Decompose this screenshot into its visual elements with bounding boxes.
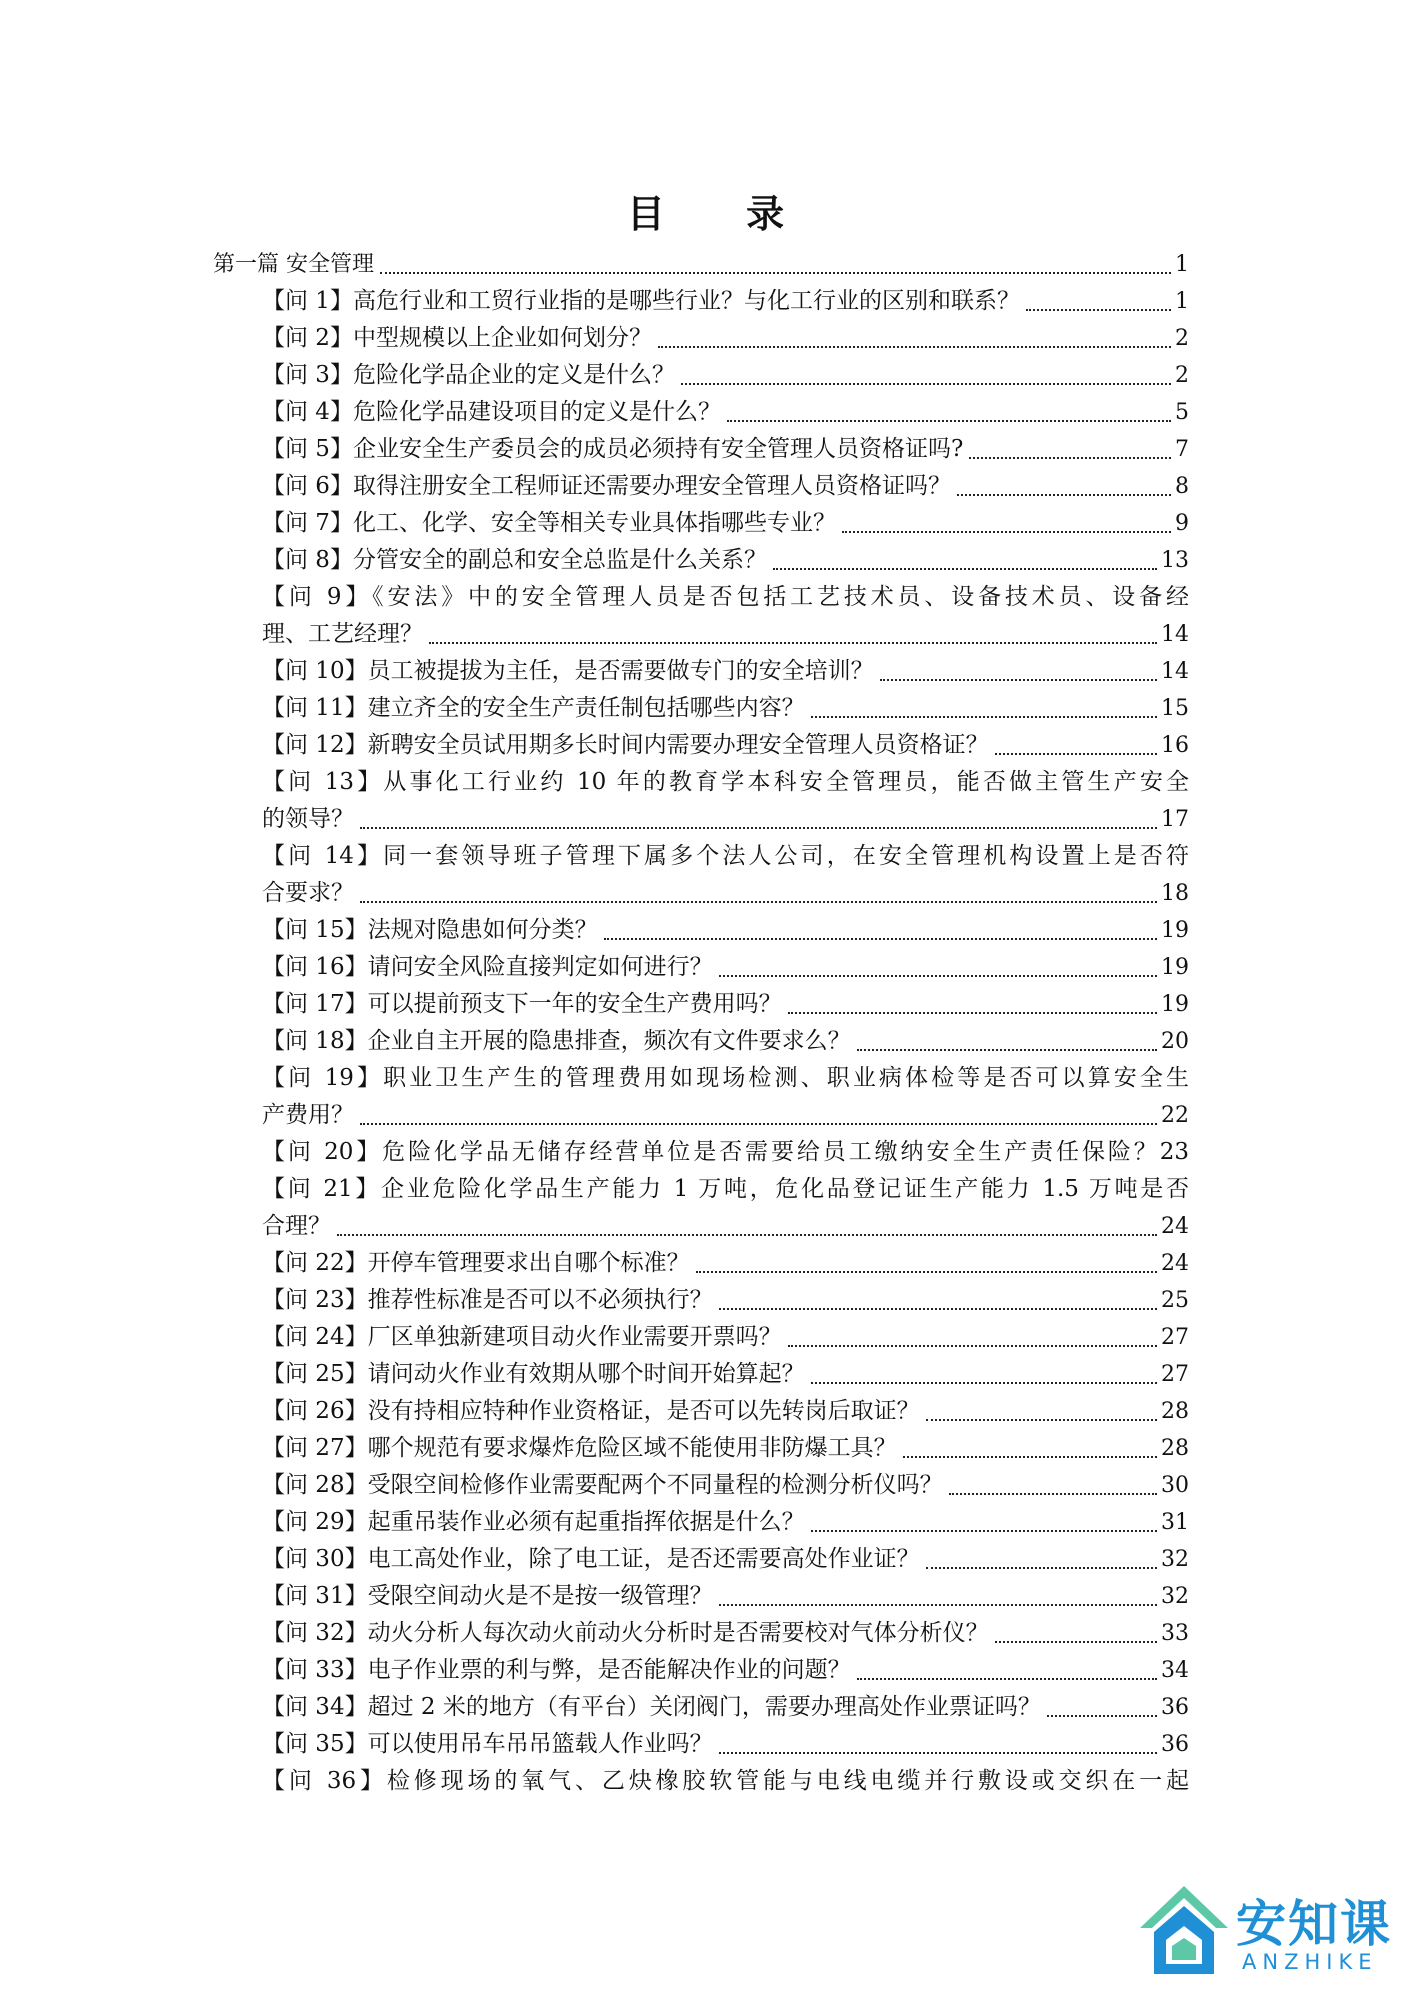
toc-entry-text: 【问 29】起重吊装作业必须有起重指挥依据是什么？ <box>262 1509 805 1535</box>
toc-leader-dots <box>788 1345 1157 1347</box>
toc-page-number: 13 <box>1161 548 1189 573</box>
toc-entry[interactable] <box>213 1097 1189 1134</box>
toc-entry-text: 【问 15】法规对隐患如何分类？ <box>262 917 598 943</box>
toc-entry-text: 【问 10】员工被提拔为主任，是否需要做专门的安全培训？ <box>262 658 874 684</box>
toc-entry[interactable] <box>213 801 1189 838</box>
toc-entry[interactable] <box>213 1652 1189 1689</box>
toc-entry[interactable] <box>213 1726 1189 1763</box>
toc-entry-text: 【问 17】可以提前预支下一年的安全生产费用吗？ <box>262 991 782 1017</box>
table-of-contents <box>213 246 1189 1800</box>
toc-page-number: 20 <box>1161 1029 1189 1054</box>
toc-page-number: 1 <box>1175 289 1189 314</box>
toc-leader-dots <box>337 1234 1157 1236</box>
toc-page-number: 27 <box>1161 1362 1189 1387</box>
toc-page-number: 36 <box>1161 1732 1189 1757</box>
toc-page-number: 19 <box>1161 992 1189 1017</box>
toc-entry[interactable] <box>213 838 1189 875</box>
toc-leader-dots <box>903 1456 1157 1458</box>
toc-entry-text: 【问 34】超过 2 米的地方（有平台）关闭阀门，需要办理高处作业票证吗？ <box>262 1694 1041 1720</box>
toc-entry[interactable] <box>213 1430 1189 1467</box>
toc-page-number: 9 <box>1175 511 1189 536</box>
toc-page-number: 5 <box>1175 400 1189 425</box>
toc-entry[interactable] <box>213 1467 1189 1504</box>
toc-entry-text: 【问 21】企业危险化学品生产能力 1 万吨，危化品登记证生产能力 1.5 万吨是否 <box>262 1176 1189 1202</box>
toc-leader-dots <box>360 1123 1157 1125</box>
toc-page-number: 24 <box>1161 1214 1189 1239</box>
toc-entry-text: 【问 28】受限空间检修作业需要配两个不同量程的检测分析仪吗？ <box>262 1472 943 1498</box>
toc-leader-dots <box>658 346 1171 348</box>
toc-leader-dots <box>681 383 1171 385</box>
toc-entry-text: 【问 23】推荐性标准是否可以不必须执行？ <box>262 1287 713 1313</box>
toc-leader-dots <box>719 1604 1157 1606</box>
toc-entry-text: 【问 33】电子作业票的利与弊，是否能解决作业的问题？ <box>262 1657 851 1683</box>
toc-page-number: 14 <box>1161 622 1189 647</box>
logo-name-en: ANZHIKE <box>1242 1950 1378 1974</box>
toc-entry[interactable] <box>213 394 1189 431</box>
toc-page-number: 18 <box>1161 881 1189 906</box>
toc-entry[interactable] <box>213 320 1189 357</box>
toc-leader-dots <box>604 938 1157 940</box>
toc-entry[interactable] <box>213 764 1189 801</box>
toc-entry-text: 【问 32】动火分析人每次动火前动火分析时是否需要校对气体分析仪？ <box>262 1620 989 1646</box>
toc-entry[interactable] <box>213 1541 1189 1578</box>
toc-page-number: 33 <box>1161 1621 1189 1646</box>
toc-leader-dots <box>949 1493 1157 1495</box>
toc-leader-dots <box>429 642 1157 644</box>
toc-entry[interactable] <box>213 1319 1189 1356</box>
toc-leader-dots <box>857 1049 1157 1051</box>
toc-entry-text: 【问 35】可以使用吊车吊吊篮载人作业吗？ <box>262 1731 713 1757</box>
toc-entry[interactable] <box>213 1245 1189 1282</box>
toc-entry-text: 【问 22】开停车管理要求出自哪个标准？ <box>262 1250 690 1276</box>
toc-entry[interactable] <box>213 949 1189 986</box>
toc-leader-dots <box>926 1567 1157 1569</box>
toc-entry[interactable] <box>213 1578 1189 1615</box>
toc-leader-dots <box>811 1382 1157 1384</box>
toc-page-number: 32 <box>1161 1584 1189 1609</box>
toc-page-number: 19 <box>1161 955 1189 980</box>
toc-leader-dots <box>719 975 1157 977</box>
toc-leader-dots <box>719 1308 1157 1310</box>
toc-leader-dots <box>360 901 1157 903</box>
toc-entry[interactable] <box>213 986 1189 1023</box>
toc-entry[interactable] <box>213 542 1189 579</box>
toc-page-number: 31 <box>1161 1510 1189 1535</box>
page-title: 目 录 <box>626 191 819 236</box>
toc-entry-text: 【问 6】取得注册安全工程师证还需要办理安全管理人员资格证吗？ <box>262 473 951 499</box>
toc-leader-dots <box>773 568 1157 570</box>
toc-entry[interactable] <box>213 1171 1189 1208</box>
toc-page-number: 7 <box>1175 437 1189 462</box>
toc-page-number: 34 <box>1161 1658 1189 1683</box>
toc-page-number: 28 <box>1161 1399 1189 1424</box>
toc-leader-dots <box>380 272 1171 274</box>
toc-entry[interactable] <box>213 912 1189 949</box>
toc-entry-text: 【问 31】受限空间动火是不是按一级管理？ <box>262 1583 713 1609</box>
toc-page-number: 25 <box>1161 1288 1189 1313</box>
toc-leader-dots <box>696 1271 1157 1273</box>
toc-entry[interactable] <box>213 1060 1189 1097</box>
toc-page-number: 30 <box>1161 1473 1189 1498</box>
toc-page-number: 22 <box>1161 1103 1189 1128</box>
toc-entry-text: 【问 11】建立齐全的安全生产责任制包括哪些内容？ <box>262 695 805 721</box>
toc-entry-text: 【问 4】危险化学品建设项目的定义是什么？ <box>262 399 721 425</box>
toc-entry[interactable] <box>213 505 1189 542</box>
toc-page-number: 28 <box>1161 1436 1189 1461</box>
toc-entry-text: 合要求？ <box>262 880 354 906</box>
toc-entry-text: 【问 5】企业安全生产委员会的成员必须持有安全管理人员资格证吗? <box>262 436 964 462</box>
toc-entry-text: 【问 2】中型规模以上企业如何划分？ <box>262 325 652 351</box>
toc-entry[interactable] <box>213 690 1189 727</box>
toc-entry-text: 【问 8】分管安全的副总和安全总监是什么关系？ <box>262 547 767 573</box>
toc-entry[interactable] <box>213 1356 1189 1393</box>
toc-entry-text: 【问 1】高危行业和工贸行业指的是哪些行业？与化工行业的区别和联系？ <box>262 288 1020 314</box>
toc-entry-text: 第一篇 安全管理 <box>213 252 374 277</box>
toc-entry-text: 【问 25】请问动火作业有效期从哪个时间开始算起？ <box>262 1361 805 1387</box>
toc-entry[interactable] <box>213 1689 1189 1726</box>
toc-page-number: 14 <box>1161 659 1189 684</box>
toc-entry-text: 【问 13】从事化工行业约 10 年的教育学本科安全管理员，能否做主管生产安全 <box>262 769 1189 795</box>
toc-entry[interactable] <box>213 1208 1189 1245</box>
toc-entry-text: 的领导？ <box>262 806 354 832</box>
toc-leader-dots <box>969 457 1171 459</box>
toc-entry-text: 产费用？ <box>262 1102 354 1128</box>
toc-entry[interactable] <box>213 357 1189 394</box>
toc-entry[interactable] <box>213 727 1189 764</box>
toc-entry[interactable] <box>213 1023 1189 1060</box>
toc-entry-text: 【问 27】哪个规范有要求爆炸危险区域不能使用非防爆工具？ <box>262 1435 897 1461</box>
anzhike-logo <box>1136 1880 1406 1988</box>
toc-entry[interactable] <box>213 1134 1189 1171</box>
house-logo-icon <box>1136 1880 1232 1980</box>
toc-leader-dots <box>1026 309 1171 311</box>
toc-part-heading[interactable] <box>213 246 1189 283</box>
toc-entry-text: 合理？ <box>262 1213 331 1239</box>
toc-page-number: 8 <box>1175 474 1189 499</box>
toc-entry[interactable] <box>213 1615 1189 1652</box>
toc-entry-text: 【问 19】职业卫生产生的管理费用如现场检测、职业病体检等是否可以算安全生 <box>262 1065 1189 1091</box>
toc-entry-text: 【问 30】电工高处作业，除了电工证，是否还需要高处作业证？ <box>262 1546 920 1572</box>
toc-entry-text: 【问 7】化工、化学、安全等相关专业具体指哪些专业？ <box>262 510 836 536</box>
toc-entry-text: 【问 20】危险化学品无储存经营单位是否需要给员工缴纳安全生产责任保险？23 <box>262 1139 1189 1165</box>
toc-entry[interactable] <box>213 468 1189 505</box>
toc-entry[interactable] <box>213 1282 1189 1319</box>
toc-leader-dots <box>360 827 1157 829</box>
toc-page-number: 16 <box>1161 733 1189 758</box>
toc-page-number: 27 <box>1161 1325 1189 1350</box>
toc-entry[interactable] <box>213 579 1189 616</box>
toc-entry[interactable] <box>213 283 1189 320</box>
toc-entry-text: 【问 9】《安法》中的安全管理人员是否包括工艺技术员、设备技术员、设备经 <box>262 584 1189 610</box>
toc-entry-text: 【问 36】检修现场的氧气、乙炔橡胶软管能与电线电缆并行敷设或交织在一起 <box>262 1768 1189 1794</box>
toc-leader-dots <box>957 494 1171 496</box>
toc-page-number: 15 <box>1161 696 1189 721</box>
toc-leader-dots <box>811 716 1157 718</box>
toc-entry[interactable] <box>213 431 1189 468</box>
toc-entry[interactable] <box>213 875 1189 912</box>
toc-page-number: 2 <box>1175 326 1189 351</box>
toc-entry-text: 【问 18】企业自主开展的隐患排查，频次有文件要求么？ <box>262 1028 851 1054</box>
toc-leader-dots <box>1047 1715 1157 1717</box>
toc-page-number: 32 <box>1161 1547 1189 1572</box>
toc-leader-dots <box>788 1012 1157 1014</box>
toc-entry[interactable] <box>213 1504 1189 1541</box>
toc-leader-dots <box>926 1419 1157 1421</box>
toc-leader-dots <box>995 753 1157 755</box>
toc-page-number: 1 <box>1175 252 1189 277</box>
toc-entry[interactable] <box>213 1393 1189 1430</box>
toc-leader-dots <box>719 1752 1157 1754</box>
toc-entry[interactable] <box>213 616 1189 653</box>
toc-entry[interactable] <box>213 1763 1189 1800</box>
toc-leader-dots <box>727 420 1171 422</box>
toc-entry-text: 【问 26】没有持相应特种作业资格证，是否可以先转岗后取证？ <box>262 1398 920 1424</box>
toc-entry-text: 理、工艺经理？ <box>262 621 423 647</box>
toc-page-number: 24 <box>1161 1251 1189 1276</box>
toc-page-number: 19 <box>1161 918 1189 943</box>
toc-page-number: 17 <box>1161 807 1189 832</box>
logo-name-cn: 安知课 <box>1236 1895 1392 1953</box>
toc-leader-dots <box>811 1530 1157 1532</box>
toc-entry-text: 【问 3】危险化学品企业的定义是什么？ <box>262 362 675 388</box>
toc-leader-dots <box>842 531 1171 533</box>
toc-entry-text: 【问 12】新聘安全员试用期多长时间内需要办理安全管理人员资格证？ <box>262 732 989 758</box>
toc-entry-text: 【问 14】同一套领导班子管理下属多个法人公司，在安全管理机构设置上是否符 <box>262 843 1189 869</box>
toc-entry[interactable] <box>213 653 1189 690</box>
toc-page-number: 36 <box>1161 1695 1189 1720</box>
toc-leader-dots <box>995 1641 1157 1643</box>
toc-entry-text: 【问 16】请问安全风险直接判定如何进行？ <box>262 954 713 980</box>
toc-page-number: 2 <box>1175 363 1189 388</box>
toc-leader-dots <box>880 679 1157 681</box>
toc-entry-text: 【问 24】厂区单独新建项目动火作业需要开票吗？ <box>262 1324 782 1350</box>
toc-leader-dots <box>857 1678 1157 1680</box>
